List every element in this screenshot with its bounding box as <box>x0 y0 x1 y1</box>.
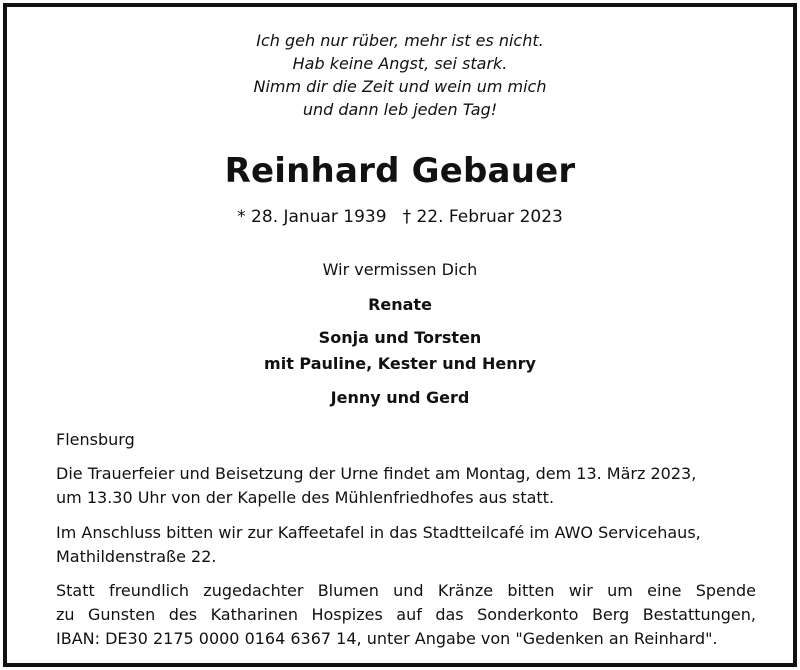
poem <box>7 29 793 121</box>
death-date: † 22. Februar 2023 <box>402 207 563 227</box>
ceremony-paragraph <box>56 462 756 510</box>
life-dates <box>7 205 793 229</box>
poem-line: Hab keine Angst, sei stark. <box>292 54 508 73</box>
deceased-name: Reinhard Gebauer <box>224 151 576 191</box>
paragraph-line: Die Trauerfeier und Beisetzung der Urne findet am Montag, dem 13. März 2023, <box>56 464 697 483</box>
paragraph-line: Statt freundlich zugedachter Blumen und Kränze bitten wir um eine Spende <box>56 581 756 600</box>
poem-line: Nimm dir die Zeit und wein um mich <box>253 77 547 96</box>
donation-paragraph <box>56 579 756 651</box>
poem-line: Ich geh nur rüber, mehr ist es nicht. <box>256 31 544 50</box>
paragraph-line: Mathildenstraße 22. <box>56 547 217 566</box>
obituary-notice <box>3 3 797 667</box>
miss-line: Wir vermissen Dich <box>322 260 478 279</box>
paragraph-line: um 13.30 Uhr von der Kapelle des Mühlenfriedhofes aus statt. <box>56 488 555 507</box>
city: Flensburg <box>56 430 135 449</box>
coffee-paragraph <box>56 521 756 569</box>
family-member: Sonja und Torsten <box>318 328 482 347</box>
paragraph-line: IBAN: DE30 2175 0000 0164 6367 14, unter Angabe von "Gedenken an Reinhard". <box>56 629 718 648</box>
paragraph-line: Im Anschluss bitten wir zur Kaffeetafel in das Stadtteilcafé im AWO Servicehaus, <box>56 523 701 542</box>
family-member: Jenny und Gerd <box>330 388 470 407</box>
poem-line: und dann leb jeden Tag! <box>302 100 498 119</box>
birth-date: * 28. Januar 1939 <box>237 207 387 227</box>
paragraph-line: zu Gunsten des Katharinen Hospizes auf das Sonderkonto Berg Bestattungen, <box>56 605 756 624</box>
family-member: Renate <box>368 295 432 314</box>
family-group <box>7 325 793 377</box>
family-member: mit Pauline, Kester und Henry <box>264 354 536 373</box>
